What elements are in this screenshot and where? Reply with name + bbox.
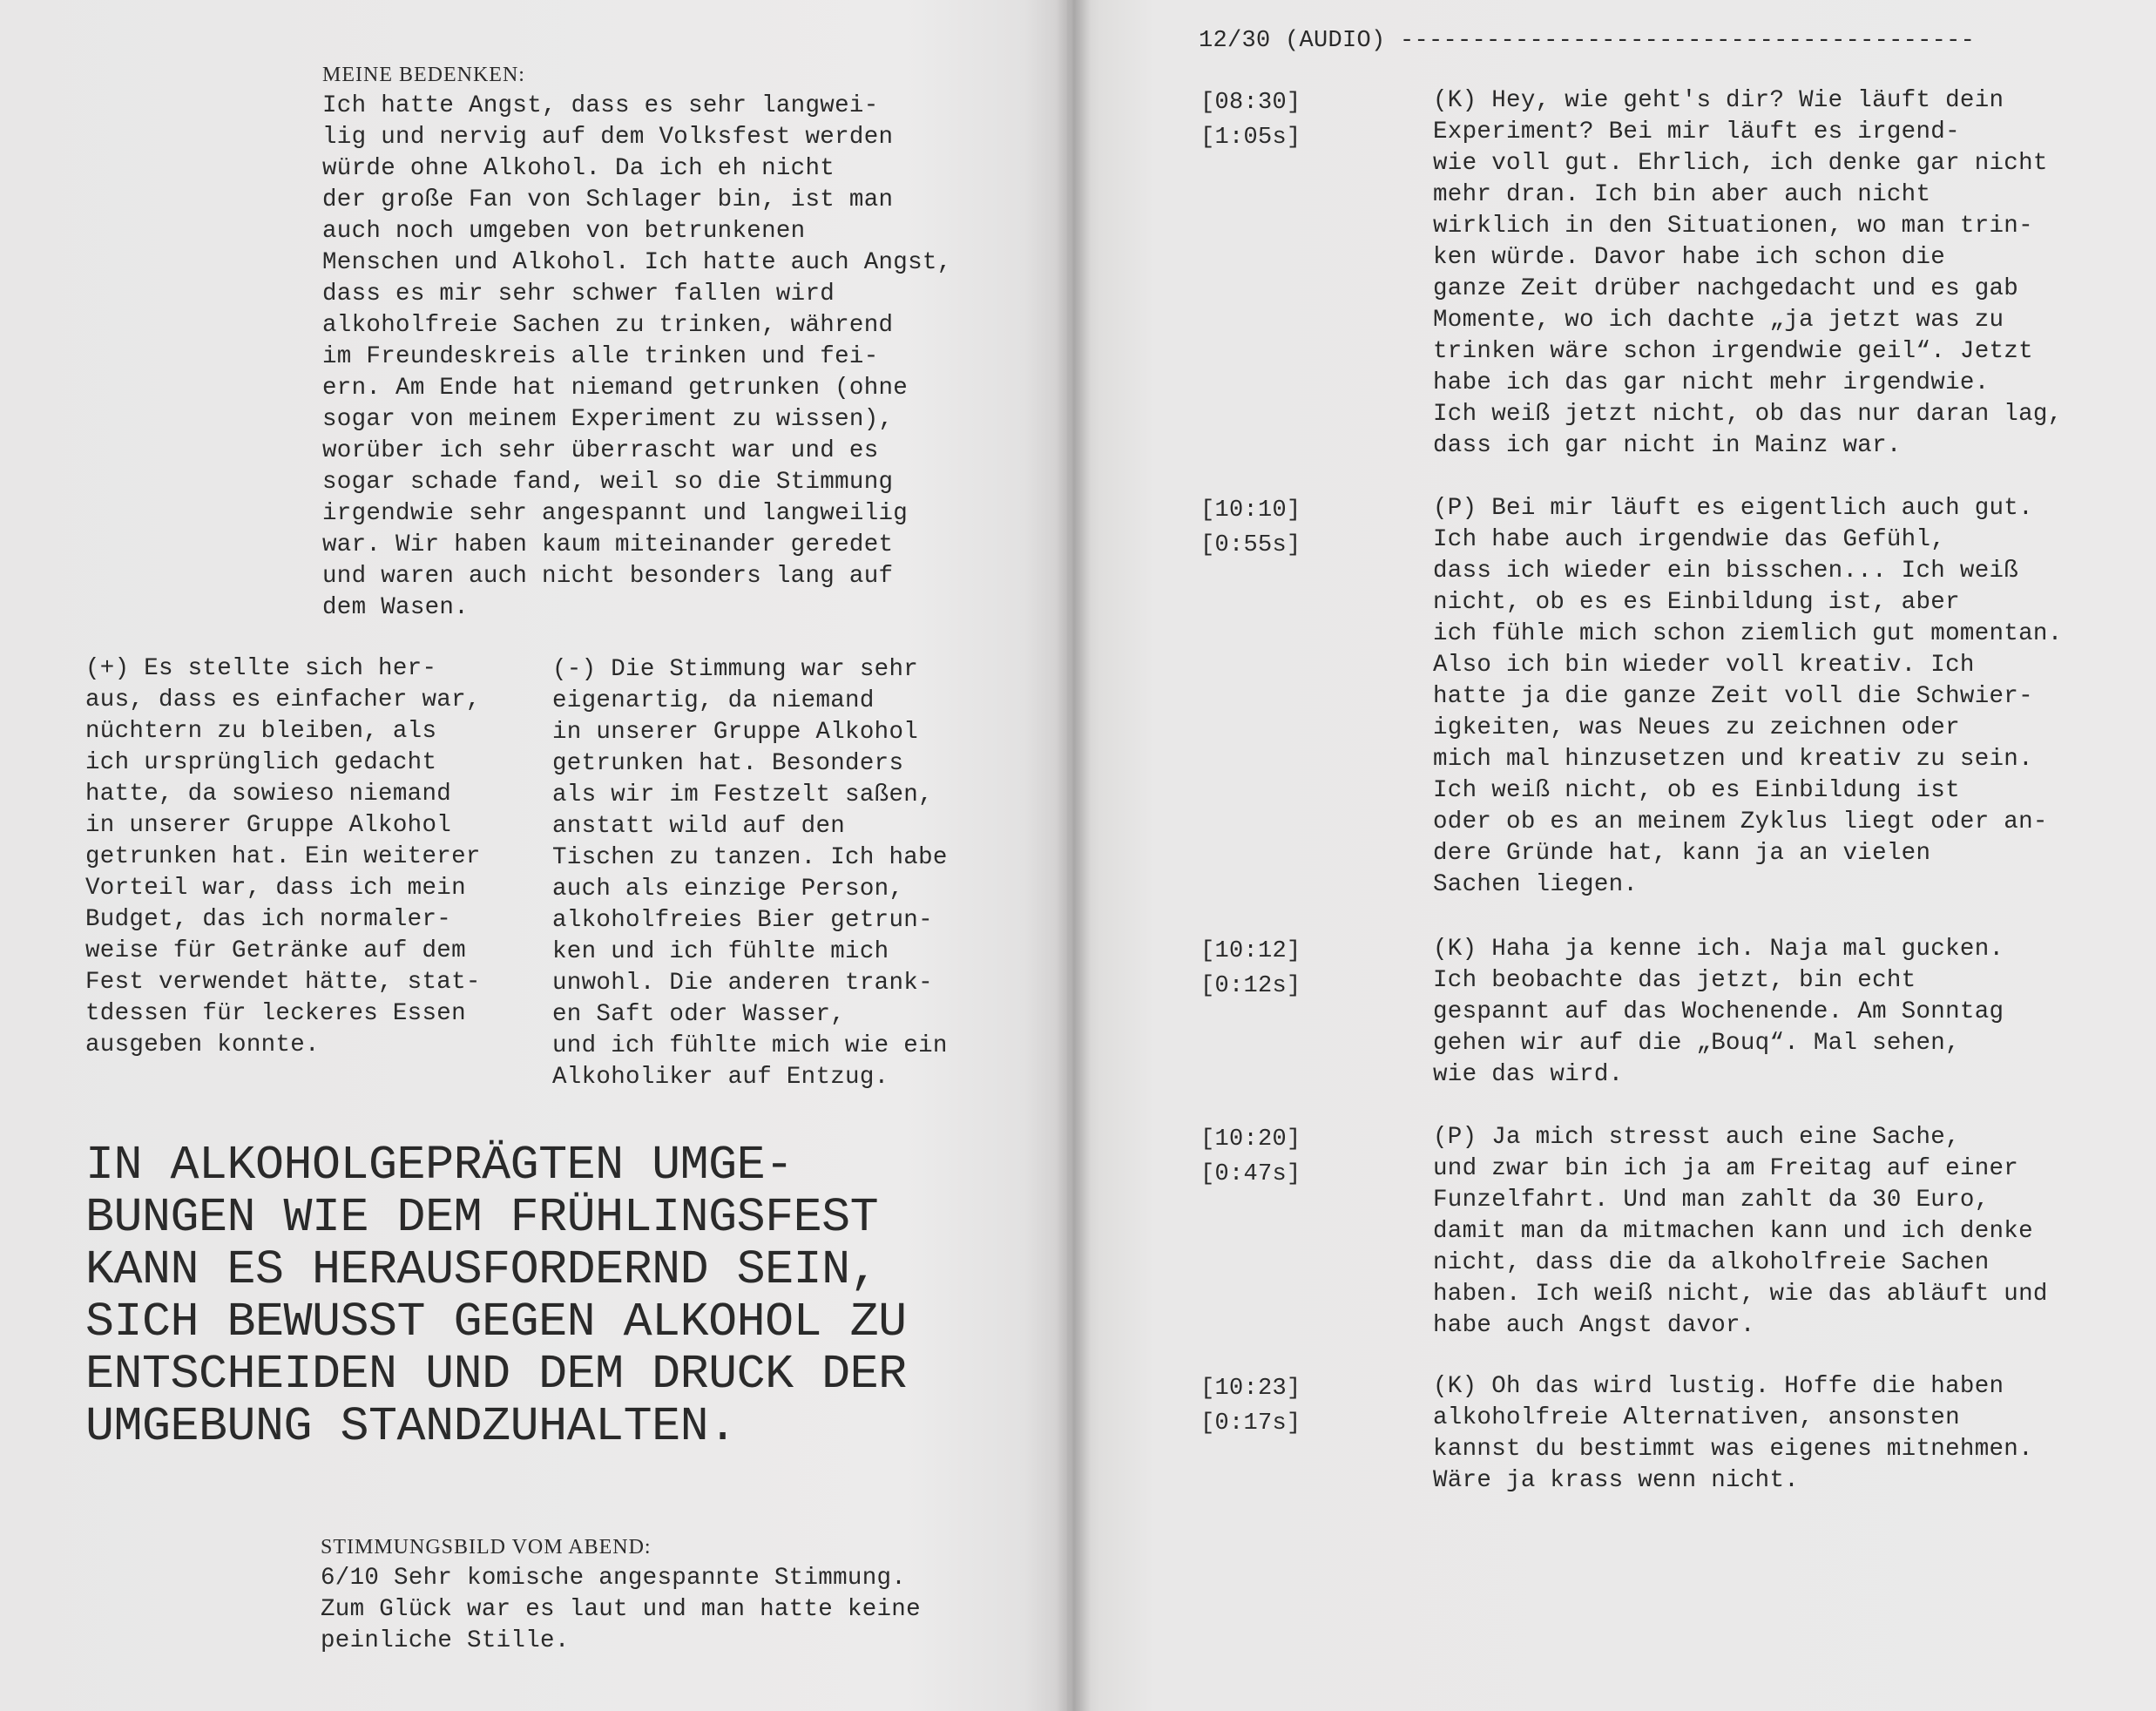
entry-timestamps xyxy=(1200,85,1301,155)
mood-section xyxy=(321,1532,921,1657)
concerns-label: MEINE BEDENKEN: xyxy=(322,64,525,86)
entry-time: [10:10] xyxy=(1200,497,1301,524)
entry-duration: [1:05s] xyxy=(1200,125,1301,151)
entry-duration: [0:47s] xyxy=(1200,1161,1301,1187)
plus-text: (+) Es stellte sich her- aus, dass es einfacher war, nüchtern zu bleiben, als ich ursprünglich gedacht hatte, da sowieso niemand in unserer Gruppe Alkohol getrunken hat. Ein weiterer Vorteil war, dass ich mein Budget, das ich normaler- weise für Getränke auf dem Fest verwendet hätte, stat- tdessen für leckeres Essen ausgeben konnte. xyxy=(85,655,481,1058)
entry-text: (K) Hey, wie geht's dir? Wie läuft dein Experiment? Bei mir läuft es irgend- wie voll gut. Ehrlich, ich denke gar nicht mehr dran. Ich bin aber auch nicht wirklich in den Situationen, wo man trin- ken würde. Davor habe ich schon die ganze Zeit drüber nachgedacht und es gab Momente, wo ich dachte „ja jetzt was zu trinken wäre schon irgendwie geil“. Jetzt habe ich das gar nicht mehr irgendwie. Ich weiß jetzt nicht, ob das nur daran lag, dass ich gar nicht in Mainz war. xyxy=(1433,87,2063,459)
entry-timestamps xyxy=(1200,1371,1301,1441)
entry-text: (P) Ja mich stresst auch eine Sache, und zwar bin ich ja am Freitag auf einer Funzelfahrt. Und man zahlt da 30 Euro, damit man da mitmachen kann und ich denke nicht, dass die da alkoholfreie Sachen haben. Ich weiß nicht, wie das abläuft und habe auch Angst davor. xyxy=(1433,1124,2048,1339)
plus-column xyxy=(85,653,481,1061)
entry-timestamps xyxy=(1200,1122,1301,1192)
entry-duration: [0:17s] xyxy=(1200,1410,1301,1437)
entry-time: [10:12] xyxy=(1200,938,1301,964)
concerns-text: Ich hatte Angst, dass es sehr langwei- lig und nervig auf dem Volksfest werden würde ohne Alkohol. Da ich eh nicht der große Fan von Schlager bin, ist man auch noch umgeben von betrunkenen Menschen und Alkohol. Ich hatte auch Angst, dass es mir sehr schwer fallen wird alkoholfreie Sachen zu trinken, während im Freundeskreis alle trinken und fei- ern. Am Ende hat niemand getrunken (ohne sogar von meinem Experiment zu wissen), worüber ich sehr überrascht war und es sogar schade fand, weil so die Stimmung irgendwie sehr angespannt und langweilig war. Wir haben kaum miteinander geredet und waren auch nicht besonders lang auf dem Wasen. xyxy=(322,92,952,621)
entry-duration: [0:12s] xyxy=(1200,973,1301,999)
entry-timestamps xyxy=(1200,934,1301,1004)
audio-header: 12/30 (AUDIO) ---------------------------------------- xyxy=(1199,28,1976,54)
headline-quote: IN ALKOHOLGEPRÄGTEN UMGE- BUNGEN WIE DEM FRÜHLINGSFEST KANN ES HERAUSFORDERND SEIN, SICH BEWUSST GEGEN ALKOHOL ZU ENTSCHEIDEN UND DEM DRUCK DER UMGEBUNG STANDZUHALTEN. xyxy=(85,1138,907,1454)
entry-text: (K) Haha ja kenne ich. Naja mal gucken. Ich beobachte das jetzt, bin echt gespannt auf das Wochenende. Am Sonntag gehen wir auf die „Bouq“. Mal sehen, wie das wird. xyxy=(1433,936,2004,1088)
entry-time: [10:23] xyxy=(1200,1376,1301,1402)
entry-text: (P) Bei mir läuft es eigentlich auch gut. Ich habe auch irgendwie das Gefühl, dass ich wieder ein bisschen... Ich weiß nicht, ob es es Einbildung ist, aber ich fühle mich schon ziemlich gut momentan. Also ich bin wieder voll kreativ. Ich hatte ja die ganze Zeit voll die Schwier- igkeiten, was Neues zu zeichnen oder mich mal hinzusetzen und kreativ zu sein. Ich weiß nicht, ob es Einbildung ist oder ob es an meinem Zyklus liegt oder an- dere Gründe hat, kann ja an vielen Sachen liegen. xyxy=(1433,495,2063,898)
minus-column xyxy=(552,654,948,1093)
entry-timestamps xyxy=(1200,493,1301,563)
entry-time: [10:20] xyxy=(1200,1126,1301,1153)
entry-time: [08:30] xyxy=(1200,90,1301,116)
entry-text: (K) Oh das wird lustig. Hoffe die haben alkoholfreie Alternativen, ansonsten kannst du bestimmt was eigenes mitnehmen. Wäre ja krass wenn nicht. xyxy=(1433,1373,2033,1494)
entry-duration: [0:55s] xyxy=(1200,532,1301,558)
minus-text: (-) Die Stimmung war sehr eigenartig, da niemand in unserer Gruppe Alkohol getrunken hat. Besonders als wir im Festzelt saßen, anstatt wild auf den Tischen zu tanzen. Ich habe auch als einzige Person, alkoholfreies Bier getrun- ken und ich fühlte mich unwohl. Die anderen trank- en Saft oder Wasser, und ich fühlte mich wie ein Alkoholiker auf Entzug. xyxy=(552,656,948,1091)
concerns-section xyxy=(322,59,952,624)
mood-label: STIMMUNGSBILD VOM ABEND: xyxy=(321,1536,652,1559)
left-page xyxy=(0,0,1067,1711)
mood-text: 6/10 Sehr komische angespannte Stimmung. Zum Glück war es laut und man hatte keine peinliche Stille. xyxy=(321,1565,921,1654)
right-page xyxy=(1067,0,2156,1711)
